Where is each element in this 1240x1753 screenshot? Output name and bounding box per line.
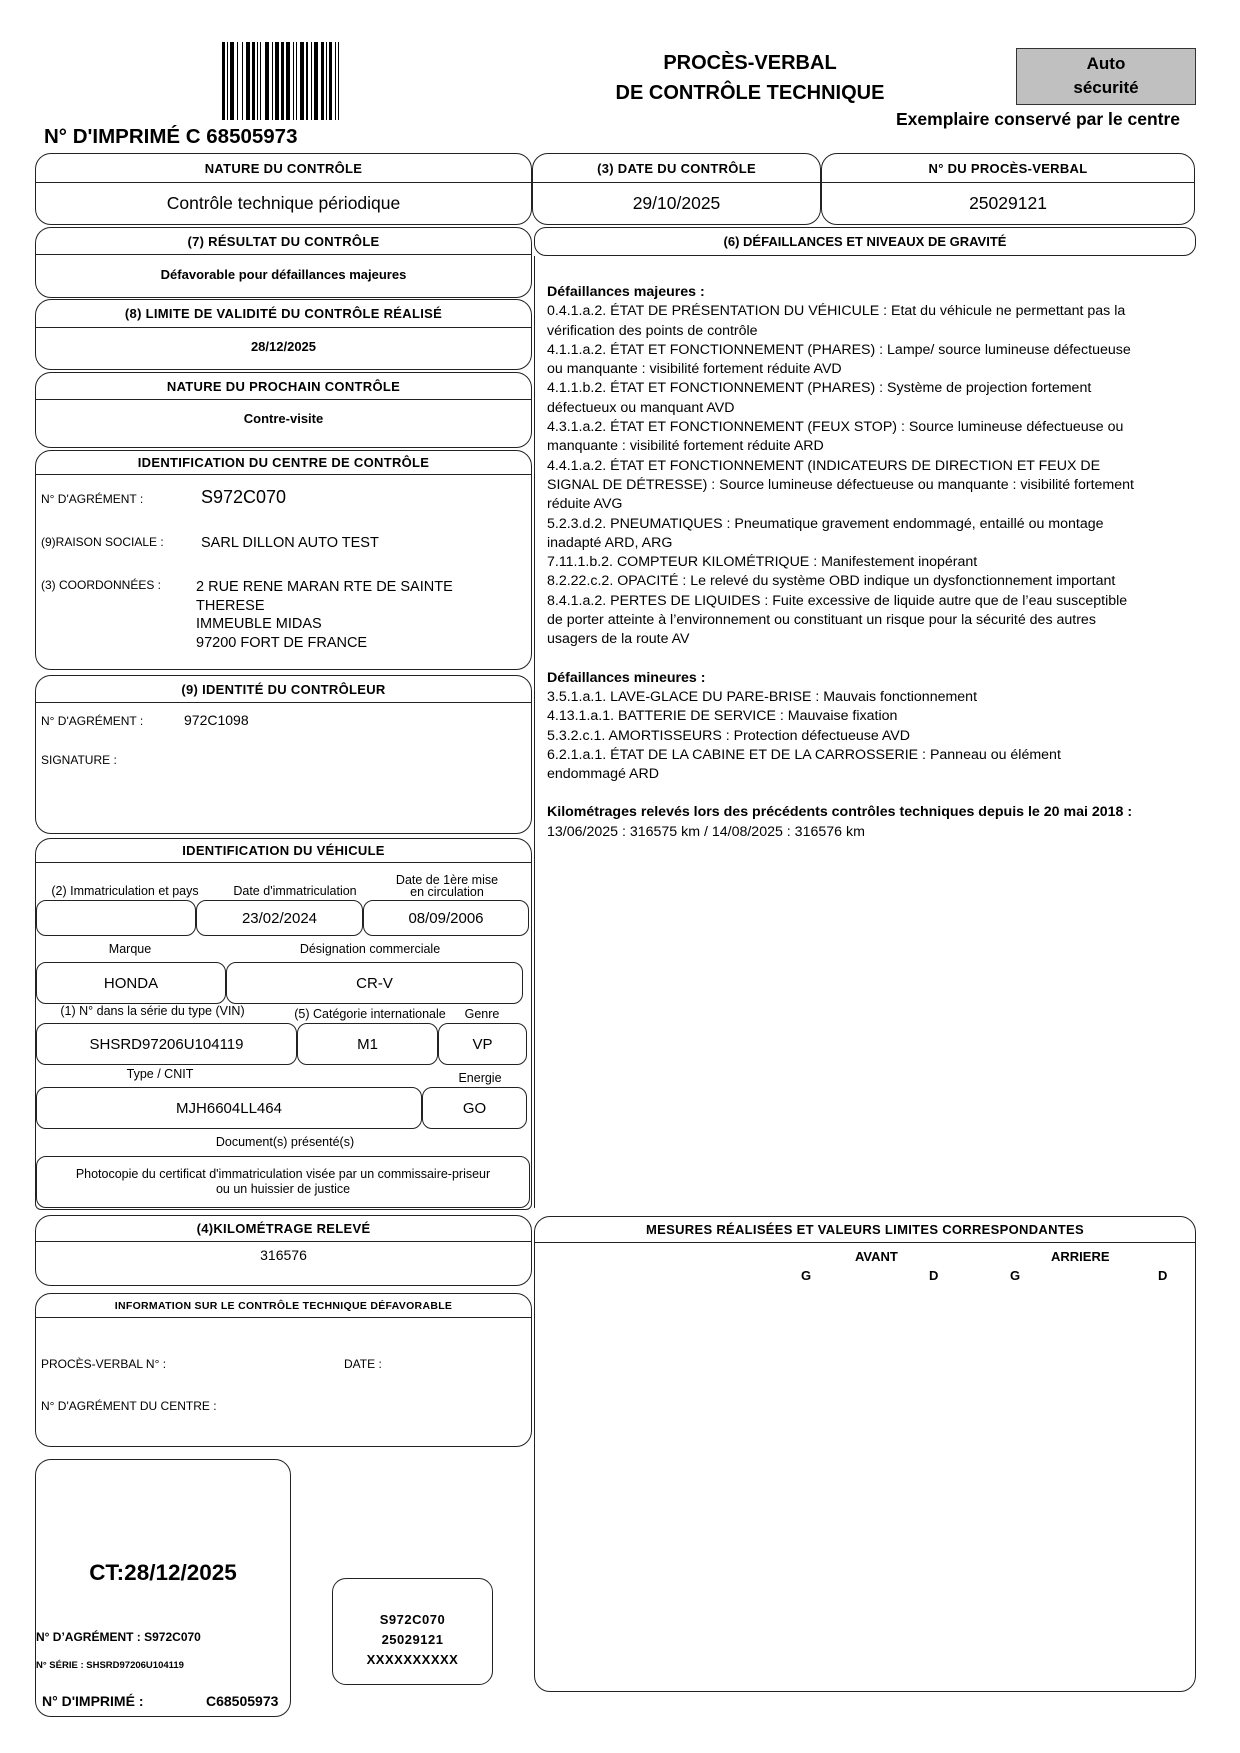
energie-field: GO xyxy=(422,1087,527,1129)
address-line: 97200 FORT DE FRANCE xyxy=(196,634,368,651)
centre-agrement-label: N° D'AGRÉMENT : xyxy=(41,492,144,506)
documents-label: Document(s) présenté(s) xyxy=(215,1135,355,1149)
km-history-label: Kilométrages relevés lors des précédents contrôles techniques depuis le 20 mai 2018 : xyxy=(547,804,1133,821)
title-line-1: PROCÈS-VERBAL xyxy=(663,52,837,74)
categorie-field: M1 xyxy=(297,1023,438,1065)
date-mec-label xyxy=(362,874,532,898)
info-defavorable-section xyxy=(35,1293,532,1447)
stamp-line-2: 25029121 xyxy=(381,1632,444,1647)
genre-field: VP xyxy=(438,1023,527,1065)
prochain-controle-section xyxy=(35,372,532,448)
nature-controle-value: Contrôle technique périodique xyxy=(166,193,401,213)
centre-agrement-label: N° D'AGRÉMENT DU CENTRE : xyxy=(41,1399,217,1413)
section-header: MESURES RÉALISÉES ET VALEURS LIMITES CORRESPONDANTES xyxy=(535,1217,1195,1243)
ct-date: CT:28/12/2025 xyxy=(89,1560,237,1585)
mesures-section xyxy=(534,1216,1196,1692)
section-header: INFORMATION SUR LE CONTRÔLE TECHNIQUE DÉFAVORABLE xyxy=(36,1294,531,1318)
avant-droite-label: D xyxy=(929,1268,939,1283)
stamp-content xyxy=(333,1579,492,1670)
vignette-agrement: N° D’AGRÉMENT : S972C070 xyxy=(36,1630,201,1644)
raison-sociale-value: SARL DILLON AUTO TEST xyxy=(201,535,379,551)
marque-field: HONDA xyxy=(36,962,226,1004)
vignette-imprime-label: N° D'IMPRIMÉ : xyxy=(42,1693,144,1709)
defect-item: 4.1.1.a.2. ÉTAT ET FONCTIONNEMENT (PHARES) : Lampe/ source lumineuse défectueuse ou manquante : visibilité fortement réduite AVD xyxy=(547,341,1131,378)
coordonnees-label: (3) COORDONNÉES : xyxy=(41,578,162,592)
date-mec-label-line-1: Date de 1ère mise xyxy=(395,873,499,887)
barcode-icon xyxy=(222,42,354,120)
majeures-title: Défaillances majeures : xyxy=(547,284,705,300)
marque-label: Marque xyxy=(108,942,152,956)
stamp-line-1: S972C070 xyxy=(379,1612,446,1627)
type-cnit-field: MJH6604LL464 xyxy=(36,1087,422,1129)
stamp-line-3: XXXXXXXXXX xyxy=(366,1652,459,1667)
categorie-label: (5) Catégorie internationale xyxy=(294,1007,446,1021)
copy-note: Exemplaire conservé par le centre xyxy=(896,109,1181,129)
coordonnees-value xyxy=(196,578,453,652)
documents-line-1: Photocopie du certificat d'immatriculation visée par un commissaire-priseur xyxy=(75,1167,491,1181)
date-label: DATE : xyxy=(344,1357,382,1371)
section-header: (3) DATE DU CONTRÔLE xyxy=(533,154,820,183)
defect-item: 4.4.1.a.2. ÉTAT ET FONCTIONNEMENT (INDICATEURS DE DIRECTION ET FEUX DE SIGNAL DE DÉTRESSE) : Source lumineuse défectueuse ou manquante : visibilité fortement réduite AVG xyxy=(547,457,1134,513)
limite-validite-section xyxy=(35,299,532,370)
arriere-label: ARRIERE xyxy=(1051,1249,1110,1264)
vignette-serie: N° SÉRIE : SHSRD97206U104119 xyxy=(36,1660,184,1671)
stamp-box xyxy=(332,1578,493,1685)
date-immat-label: Date d'immatriculation xyxy=(233,884,357,898)
section-header: (8) LIMITE DE VALIDITÉ DU CONTRÔLE RÉALISÉ xyxy=(36,300,531,328)
defect-item: 4.3.1.a.2. ÉTAT ET FONCTIONNEMENT (FEUX STOP) : Source lumineuse défectueuse ou manquante : visibilité fortement réduite ARD xyxy=(547,419,1124,455)
defect-item: 7.11.1.b.2. COMPTEUR KILOMÉTRIQUE : Manifestement inopérant xyxy=(547,554,978,571)
defect-item: 8.4.1.a.2. PERTES DE LIQUIDES : Fuite excessive de liquide autre que de l’eau susceptible de porter atteinte à l’environnement ou constituant un risque pour la sécurité des autres usagers de la route AV xyxy=(547,592,1128,648)
designation-field: CR-V xyxy=(226,962,523,1004)
raison-sociale-label: (9)RAISON SOCIALE : xyxy=(41,535,164,549)
section-header: (9) IDENTITÉ DU CONTRÔLEUR xyxy=(36,676,531,703)
controleur-agrement-value: 972C1098 xyxy=(184,712,249,728)
avant-gauche-label: G xyxy=(801,1268,812,1283)
date-mec-label-line-2: en circulation xyxy=(410,885,484,899)
immat-label: (2) Immatriculation et pays xyxy=(51,884,199,898)
date-immat-field: 23/02/2024 xyxy=(196,900,363,936)
arriere-gauche-label: G xyxy=(1010,1268,1021,1283)
immat-field xyxy=(36,900,196,936)
resultat-section xyxy=(35,227,532,298)
brand-line-2: sécurité xyxy=(1073,78,1139,97)
section-header: IDENTIFICATION DU VÉHICULE xyxy=(36,839,531,863)
defaillances-header xyxy=(534,227,1196,256)
controleur-agrement-label: N° D'AGRÉMENT : xyxy=(41,714,144,728)
vin-label: (1) N° dans la série du type (VIN) xyxy=(60,1004,245,1018)
kilometrage-section xyxy=(35,1215,532,1286)
signature-label: SIGNATURE : xyxy=(41,753,117,767)
vignette-imprime-value: C68505973 xyxy=(206,1693,279,1709)
section-header: NATURE DU PROCHAIN CONTRÔLE xyxy=(36,373,531,400)
section-header: (4)KILOMÉTRAGE RELEVÉ xyxy=(36,1216,531,1242)
genre-label: Genre xyxy=(464,1007,500,1021)
energie-label: Energie xyxy=(458,1071,502,1085)
date-controle-value: 29/10/2025 xyxy=(632,193,721,213)
numero-pv-section xyxy=(821,153,1195,225)
defect-item: 4.1.1.b.2. ÉTAT ET FONCTIONNEMENT (PHARES) : Système de projection fortement défectueux ou manquant AVD xyxy=(547,380,1092,416)
centre-section xyxy=(35,450,532,670)
page-title xyxy=(540,48,960,108)
section-header: N° DU PROCÈS-VERBAL xyxy=(822,154,1194,183)
divider xyxy=(534,256,535,1208)
limite-validite-value: 28/12/2025 xyxy=(250,339,317,354)
brand-line-1: Auto xyxy=(1086,54,1126,73)
defect-item: 8.2.22.c.2. OPACITÉ : Le relevé du système OBD indique un dysfonctionnement important xyxy=(547,573,1116,590)
print-number: N° D'IMPRIMÉ C 68505973 xyxy=(44,125,298,148)
documents-line-2: ou un huissier de justice xyxy=(215,1182,351,1196)
address-line: IMMEUBLE MIDAS xyxy=(196,616,322,632)
controleur-section xyxy=(35,675,532,834)
section-header: (6) DÉFAILLANCES ET NIVEAUX DE GRAVITÉ xyxy=(723,234,1007,249)
pv-number-label: PROCÈS-VERBAL N° : xyxy=(41,1357,167,1371)
resultat-value: Défavorable pour défaillances majeures xyxy=(160,267,407,282)
defect-item: 4.13.1.a.1. BATTERIE DE SERVICE : Mauvaise fixation xyxy=(547,708,898,725)
centre-agrement-value: S972C070 xyxy=(201,487,287,507)
date-mec-field: 08/09/2006 xyxy=(363,900,529,936)
title-line-2: DE CONTRÔLE TECHNIQUE xyxy=(615,82,885,104)
kilometrage-value: 316576 xyxy=(260,1247,307,1263)
vignette-box xyxy=(35,1459,291,1717)
brand-logo-box xyxy=(1016,48,1196,105)
defect-item: 3.5.1.a.1. LAVE-GLACE DU PARE-BRISE : Mauvais fonctionnement xyxy=(547,688,978,705)
date-controle-section xyxy=(532,153,821,225)
numero-pv-value: 25029121 xyxy=(969,193,1047,213)
avant-label: AVANT xyxy=(855,1249,898,1264)
defect-item: 6.2.1.a.1. ÉTAT DE LA CABINE ET DE LA CARROSSERIE : Panneau ou élément endommagé ARD xyxy=(547,746,1061,783)
nature-controle-section xyxy=(35,153,532,225)
arriere-droite-label: D xyxy=(1158,1268,1168,1283)
km-history-value: 13/06/2025 : 316575 km / 14/08/2025 : 316576 km xyxy=(547,823,865,840)
designation-label: Désignation commerciale xyxy=(299,942,441,956)
vin-field: SHSRD97206U104119 xyxy=(36,1023,297,1065)
defect-item: 5.3.2.c.1. AMORTISSEURS : Protection défectueuse AVD xyxy=(547,727,911,744)
mineures-title: Défaillances mineures : xyxy=(547,669,706,686)
defaillances-list xyxy=(547,283,1137,842)
defect-item: 0.4.1.a.2. ÉTAT DE PRÉSENTATION DU VÉHICULE : Etat du véhicule ne permettant pas la vérification des points de contrôle xyxy=(547,303,1126,339)
km-history xyxy=(547,803,1137,842)
address-line: THERESE xyxy=(196,597,265,614)
defect-item: 5.2.3.d.2. PNEUMATIQUES : Pneumatique gravement endommagé, entaillé ou montage inadapté ARD, ARG xyxy=(547,515,1104,551)
type-cnit-label: Type / CNIT xyxy=(126,1067,194,1081)
address-line: 2 RUE RENE MARAN RTE DE SAINTE xyxy=(196,579,453,595)
documents-field xyxy=(36,1156,530,1208)
section-header: IDENTIFICATION DU CENTRE DE CONTRÔLE xyxy=(36,451,531,475)
section-header: NATURE DU CONTRÔLE xyxy=(36,154,531,183)
prochain-controle-value: Contre-visite xyxy=(243,411,324,426)
section-header: (7) RÉSULTAT DU CONTRÔLE xyxy=(36,228,531,255)
